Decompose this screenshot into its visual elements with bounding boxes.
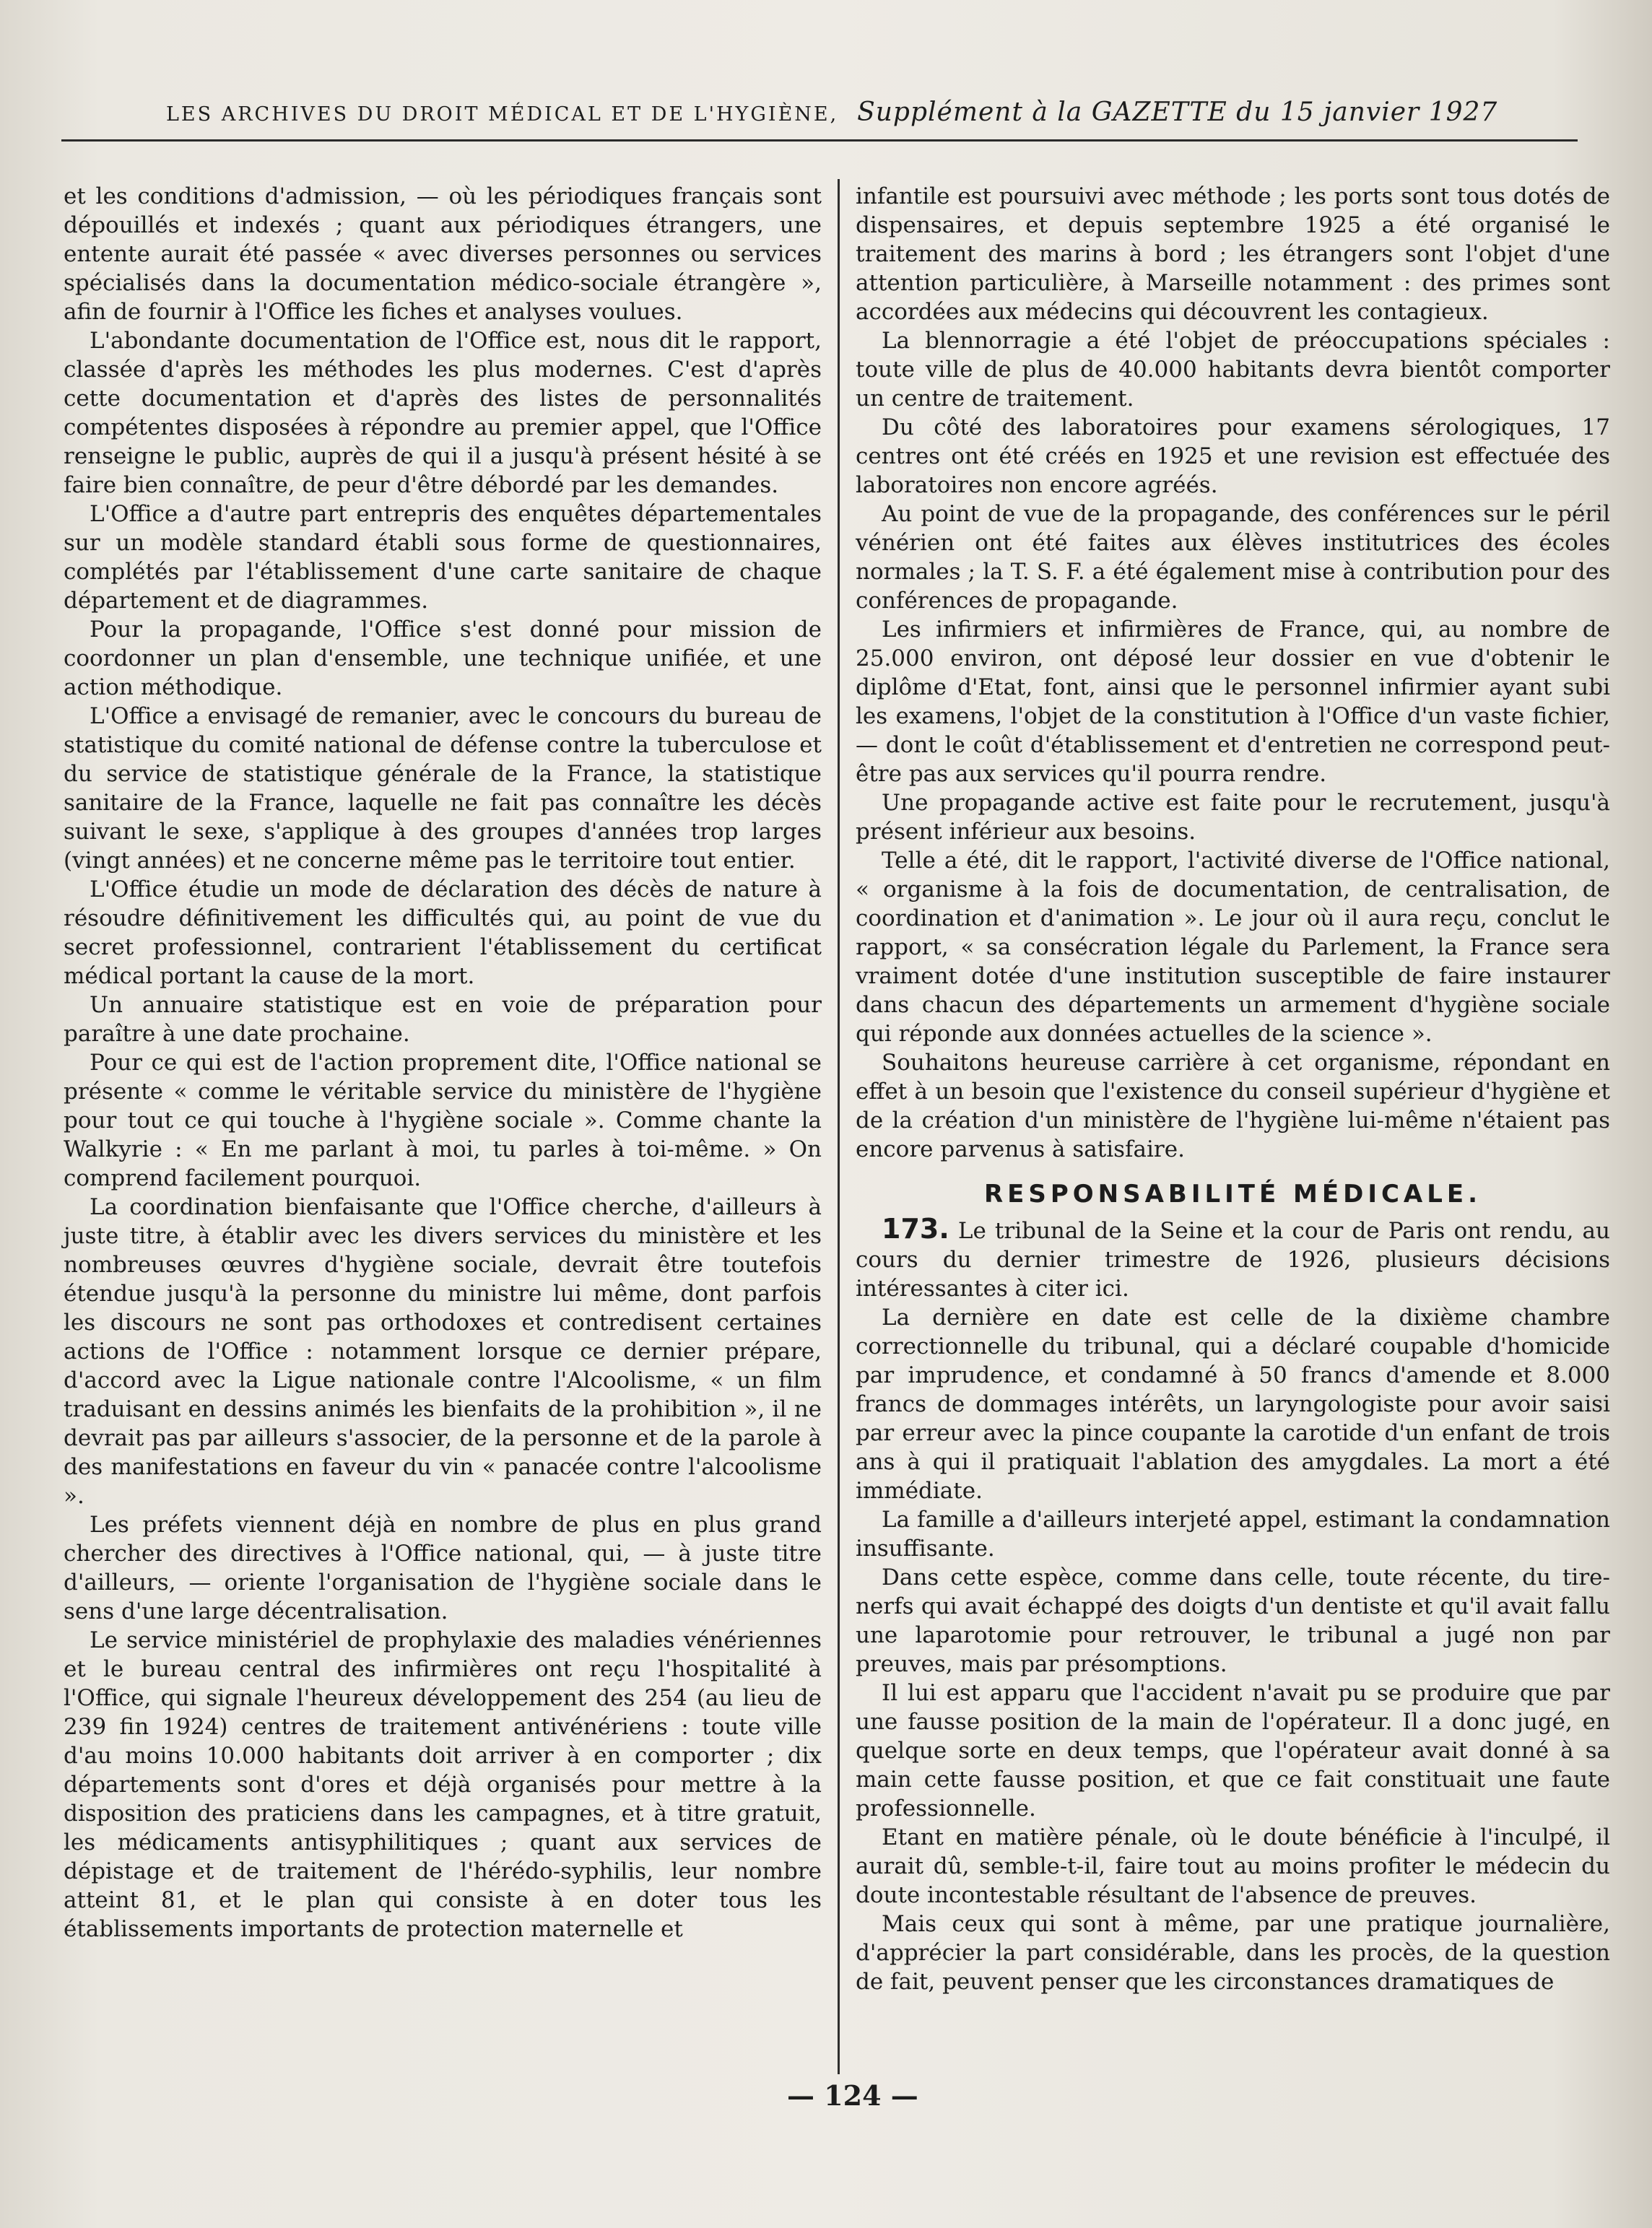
paragraph: Un annuaire statistique est en voie de préparation pour paraître à une date prochaine. bbox=[64, 992, 822, 1047]
paragraph: La dernière en date est celle de la dixième chambre correctionnelle du tribunal, qui a déclaré coupable d'homicide par imprudence, et condamné à 50 francs d'amende et 8.000 francs de dommages intérêts, un laryngologiste pour avoir saisi par erreur avec la pince coupante la carotide d'un enfant de trois ans à qui il pratiquait l'ablation des amygdales. La mort a été immédiate. bbox=[856, 1305, 1610, 1504]
header-rule bbox=[61, 139, 1578, 142]
paragraph: Pour ce qui est de l'action proprement dite, l'Office national se présente « comme le véritable service du ministère de l'hygiène pour tout ce qui touche à l'hygiène sociale ». Comme chante la Walkyrie : « En me parlant à moi, tu parles à toi-même. » On comprend facilement pourquoi. bbox=[64, 1050, 822, 1191]
left-column bbox=[64, 182, 822, 1944]
paragraph: Au point de vue de la propagande, des conférences sur le péril vénérien ont été faites aux élèves institutrices des écoles normales ; la T. S. F. a été également mise à contribution pour des conférences de propagande. bbox=[856, 501, 1610, 614]
paragraph: L'abondante documentation de l'Office est, nous dit le rapport, classée d'après les méthodes les plus modernes. C'est d'après cette documentation et d'après des listes de personnalités compétentes disposées à répondre au premier appel, que l'Office renseigne le public, auprès de qui il a jusqu'à présent hésité à se faire bien connaître, de peur d'être débordé par les demandes. bbox=[64, 328, 822, 498]
paragraph: Souhaitons heureuse carrière à cet organisme, répondant en effet à un besoin que l'existence du conseil supérieur d'hygiène et de la création d'un ministère de l'hygiène lui-même n'étaient pas encore parvenus à satisfaire. bbox=[856, 1050, 1610, 1162]
paragraph: Etant en matière pénale, où le doute bénéficie à l'inculpé, il aurait dû, semble-t-il, faire tout au moins profiter le médecin du doute incontestable résultant de l'absence de preuves. bbox=[856, 1824, 1610, 1908]
section-first-paragraph bbox=[856, 1214, 1610, 1303]
paragraph: Une propagande active est faite pour le recrutement, jusqu'à présent inférieur aux besoins. bbox=[856, 790, 1610, 845]
paragraph: Pour la propagande, l'Office s'est donné pour mission de coordonner un plan d'ensemble, une technique unifiée, et une action méthodique. bbox=[64, 617, 822, 700]
paragraph: La famille a d'ailleurs interjeté appel, estimant la condamnation insuffisante. bbox=[856, 1507, 1610, 1562]
header-supplement-date: Supplément à la GAZETTE du 15 janvier 1927 bbox=[857, 97, 1498, 127]
paragraph: La blennorragie a été l'objet de préoccupations spéciales : toute ville de plus de 40.000 habitants devra bientôt comporter un centre de traitement. bbox=[856, 328, 1610, 412]
paragraph: Mais ceux qui sont à même, par une pratique journalière, d'apprécier la part considérable, dans les procès, de la question de fait, peuvent penser que les circonstances dramatiques de bbox=[856, 1911, 1610, 1995]
paragraph: Le service ministériel de prophylaxie des maladies vénériennes et le bureau central des infirmières ont reçu l'hospitalité à l'Office, qui signale l'heureux développement des 254 (au lieu de 239 fin 1924) centres de traitement antivénériens : toute ville d'au moins 10.000 habitants doit arriver à en comporter ; dix départements sont d'ores et déjà organisés pour mettre à la disposition des praticiens dans les campagnes, et à titre gratuit, les médicaments antisyphilitiques ; quant aux services de dépistage et de traitement de l'hérédo-syphilis, leur nombre atteint 81, et le plan qui consiste à en doter tous les établissements importants de protection maternelle et bbox=[64, 1627, 822, 1942]
section-paragraph-text: Le tribunal de la Seine et la cour de Paris ont rendu, au cours du dernier trimestre de 1926, plusieurs décisions intéressantes à citer ici. bbox=[856, 1218, 1610, 1302]
paragraph: Il lui est apparu que l'accident n'avait pu se produire que par une fausse position de la main de l'opérateur. Il a donc jugé, en quelque sorte en deux temps, que l'opérateur avait donné à sa main cette fausse position, et que ce fait constituait une faute professionnelle. bbox=[856, 1680, 1610, 1822]
section-title: RESPONSABILITÉ MÉDICALE. bbox=[983, 1180, 1482, 1209]
running-header bbox=[166, 97, 1498, 127]
paragraph: et les conditions d'admission, — où les périodiques français sont dépouillés et indexés ; quant aux périodiques étrangers, une entente aurait été passée « avec diverses personnes ou services spécialisés dans la documentation médico-sociale étrangère », afin de fournir à l'Office les fiches et analyses voulues. bbox=[64, 183, 822, 325]
paragraph: L'Office a envisagé de remanier, avec le concours du bureau de statistique du comité national de défense contre la tuberculose et du service de statistique générale de la France, la statistique sanitaire de la France, laquelle ne fait pas connaître les décès suivant le sexe, s'applique à des groupes d'années trop larges (vingt années) et ne concerne même pas le territoire tout entier. bbox=[64, 703, 822, 874]
paragraph: La coordination bienfaisante que l'Office cherche, d'ailleurs à juste titre, à établir avec les divers services du ministère et les nombreuses œuvres d'hygiène sociale, devrait être toutefois étendue jusqu'à la personne du ministre lui même, dont parfois les discours ne sont pas orthodoxes et contredisent certaines actions de l'Office : notamment lorsque ce dernier prépare, d'accord avec la Ligue nationale contre l'Alcoolisme, « un film traduisant en dessins animés les bienfaits de la prohibition », il ne devrait pas par ailleurs s'associer, de la personne et de la parole à des manifestations en faveur du vin « panacée contre l'alcoolisme ». bbox=[64, 1194, 822, 1509]
section-number: 173. bbox=[882, 1213, 949, 1245]
right-column bbox=[856, 182, 1610, 1996]
paragraph: L'Office a d'autre part entrepris des enquêtes départementales sur un modèle standard établi sous forme de questionnaires, complétés par l'établissement d'une carte sanitaire de chaque département et de diagrammes. bbox=[64, 501, 822, 614]
paragraph: infantile est poursuivi avec méthode ; les ports sont tous dotés de dispensaires, et depuis septembre 1925 a été organisé le traitement des marins à bord ; les étrangers sont l'objet d'une attention particulière, à Marseille notamment : des primes sont accordées aux médecins qui découvrent les contagieux. bbox=[856, 183, 1610, 325]
column-divider bbox=[838, 179, 840, 2074]
paragraph: Les préfets viennent déjà en nombre de plus en plus grand chercher des directives à l'Office national, qui, — à juste titre d'ailleurs, — oriente l'organisation de l'hygiène sociale dans le sens d'une large décentralisation. bbox=[64, 1512, 822, 1624]
paragraph: Telle a été, dit le rapport, l'activité diverse de l'Office national, « organisme à la fois de documentation, de centralisation, de coordination et d'animation ». Le jour où il aura reçu, conclut le rapport, « sa consécration légale du Parlement, la France sera vraiment dotée d'une institution susceptible de faire instaurer dans chacun des départements un armement d'hygiène sociale qui réponde aux données actuelles de la science ». bbox=[856, 848, 1610, 1047]
header-journal-title: LES ARCHIVES DU DROIT MÉDICAL ET DE L'HYGIÈNE, bbox=[166, 103, 839, 126]
page-number: — 124 — bbox=[787, 2079, 918, 2112]
paragraph: L'Office étudie un mode de déclaration des décès de nature à résoudre définitivement les difficultés qui, au point de vue du secret professionnel, contrarient l'établissement du certificat médical portant la cause de la mort. bbox=[64, 876, 822, 989]
paragraph: Les infirmiers et infirmières de France, qui, au nombre de 25.000 environ, ont déposé leur dossier en vue d'obtenir le diplôme d'Etat, font, ainsi que le personnel infirmier ayant subi les examens, l'objet de la constitution à l'Office d'un vaste fichier, — dont le coût d'établissement et d'entretien ne correspond peut-être pas aux services qu'il pourra rendre. bbox=[856, 617, 1610, 787]
paragraph: Dans cette espèce, comme dans celle, toute récente, du tire-nerfs qui avait échappé des doigts d'un dentiste et qu'il avait fallu une laparotomie pour retrouver, le tribunal a jugé non par preuves, mais par présomptions. bbox=[856, 1565, 1610, 1677]
paragraph: Du côté des laboratoires pour examens sérologiques, 17 centres ont été créés en 1925 et une revision est effectuée des laboratoires non encore agréés. bbox=[856, 414, 1610, 498]
